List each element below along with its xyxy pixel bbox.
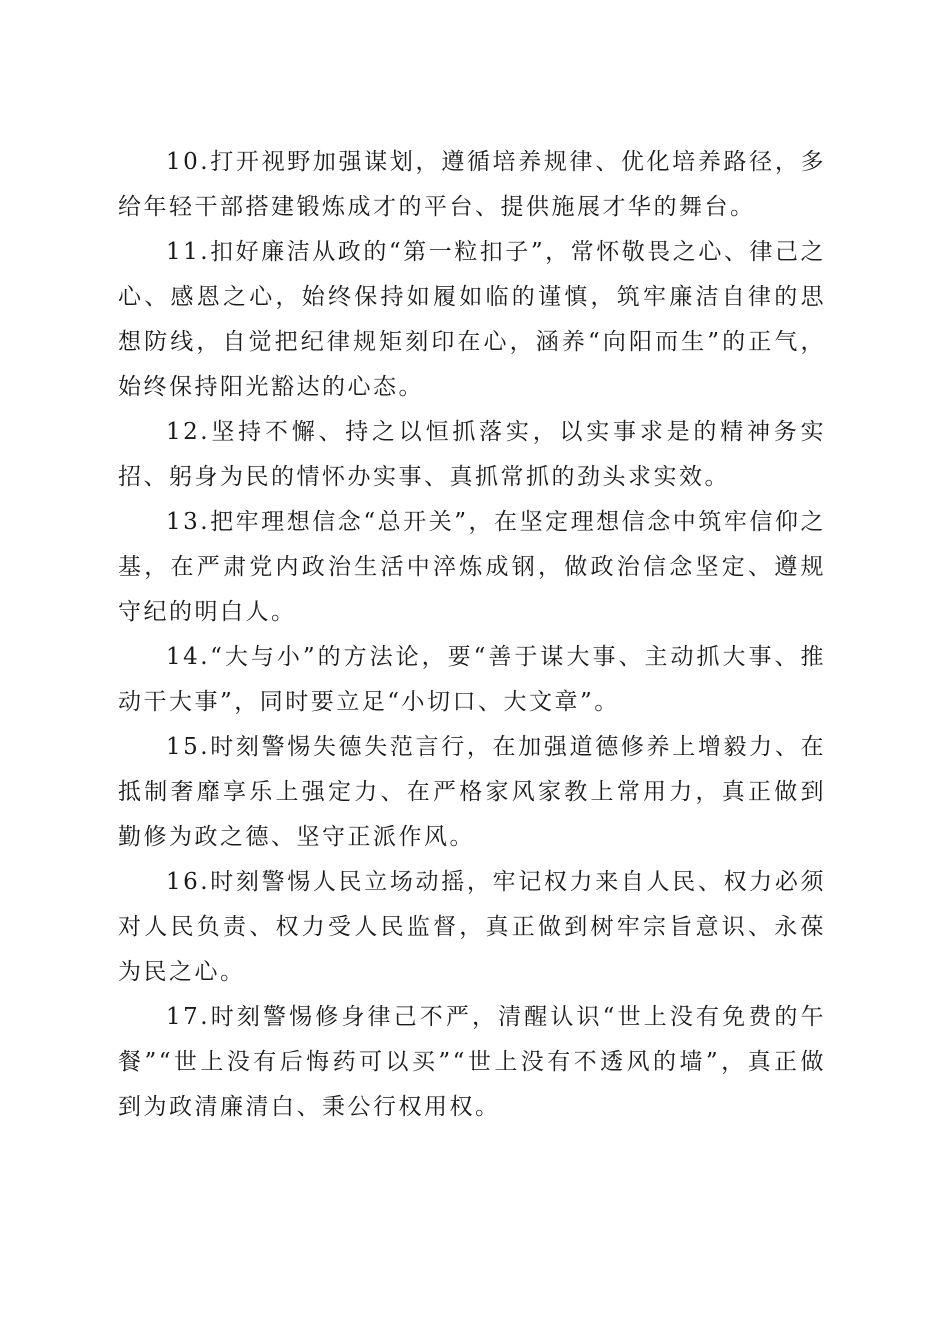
paragraph-14: 14.“大与小”的方法论，要“善于谋大事、主动抓大事、推动干大事”，同时要立足“小切口、大文章”。: [118, 644, 826, 715]
paragraph-15: 15.时刻警惕失德失范言行，在加强道德修养上增毅力、在抵制奢靡享乐上强定力、在严格家风家教上常用力，真正做到勤修为政之德、坚守正派作风。: [118, 734, 826, 850]
paragraph-10: 10.打开视野加强谋划，遵循培养规律、优化培养路径，多给年轻干部搭建锻炼成才的平台、提供施展才华的舞台。: [118, 149, 826, 220]
paragraph-16: 16.时刻警惕人民立场动摇，牢记权力来自人民、权力必须对人民负责、权力受人民监督，真正做到树牢宗旨意识、永葆为民之心。: [118, 869, 826, 985]
paragraph-13: 13.把牢理想信念“总开关”，在坚定理想信念中筑牢信仰之基，在严肃党内政治生活中淬炼成钢，做政治信念坚定、遵规守纪的明白人。: [118, 509, 826, 625]
paragraph-17: 17.时刻警惕修身律己不严，清醒认识“世上没有免费的午餐”“世上没有后悔药可以买”“世上没有不透风的墙”，真正做到为政清廉清白、秉公行权用权。: [118, 1004, 826, 1120]
paragraph-12: 12.坚持不懈、持之以恒抓落实，以实事求是的精神务实招、躬身为民的情怀办实事、真抓常抓的劲头求实效。: [118, 419, 826, 490]
document-body: [118, 140, 826, 1130]
paragraph-11: 11.扣好廉洁从政的“第一粒扣子”，常怀敬畏之心、律己之心、感恩之心，始终保持如履如临的谨慎，筑牢廉洁自律的思想防线，自觉把纪律规矩刻印在心，涵养“向阳而生”的正气，始终保持阳光豁达的心态。: [118, 239, 826, 400]
